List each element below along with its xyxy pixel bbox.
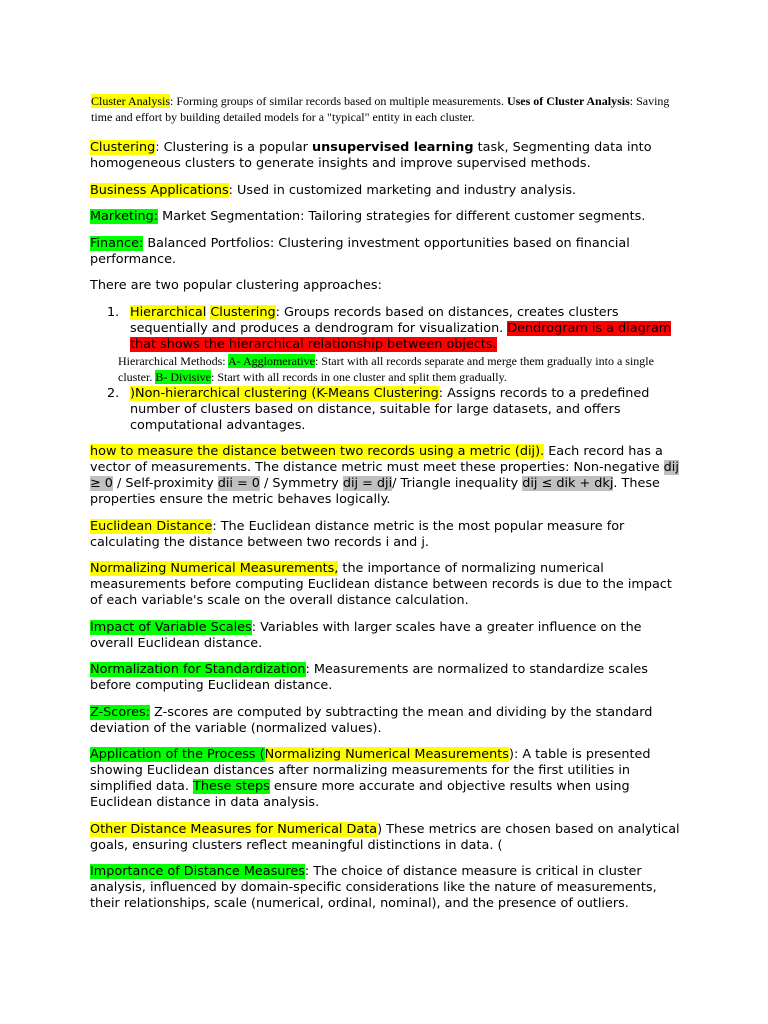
methods-label: Hierarchical Methods: (118, 353, 228, 368)
standardization-text: : Measurements are normalized to standardize scales before computing Euclidean distance. (90, 662, 648, 693)
agglomerative-text: : Start with all records separate and merge them gradually into a single cluster. (118, 353, 654, 384)
importance-text: : The choice of distance measure is critical in cluster analysis, influenced by domain-specific considerations like the nature of measurements, their relationships, scale (numerical, ordinal, nominal), and the presence of outliers. (90, 864, 657, 911)
approaches-list (90, 305, 685, 434)
property-self-proximity: dii = 0 (217, 476, 260, 491)
finance-text: Balanced Portfolios: Clustering investment opportunities based on financial performance. (90, 235, 630, 267)
zscores-paragraph (90, 705, 685, 737)
impact-text: : Variables with larger scales have a greater influence on the overall Euclidean distance. (90, 619, 642, 651)
divisive-text: : Start with all records in one cluster and split them gradually. (211, 370, 507, 384)
importance-paragraph (90, 864, 685, 912)
unsupervised-bold: unsupervised learning (312, 140, 474, 155)
divisive-term: B- Divisive (155, 370, 211, 384)
application-paragraph (90, 747, 685, 811)
clustering-term: Clustering (90, 140, 156, 155)
euclidean-paragraph (90, 519, 685, 551)
distance-text-5: . These properties ensure the metric behaves logically. (90, 476, 660, 507)
marketing-text: Market Segmentation: Tailoring strategies for different customer segments. (158, 209, 646, 224)
impact-term: Impact of Variable Scales (90, 619, 252, 635)
other-measures-paragraph (90, 822, 685, 854)
application-text: ): A table is presented showing Euclidean distances after normalizing measurements for the first utilities in simplified data. (90, 747, 651, 794)
property-triangle: dij ≤ dik + dkj (522, 476, 614, 491)
distance-text-2: / Self-proximity (112, 476, 218, 491)
normalizing-text: the importance of normalizing numerical measurements before computing Euclidean distance between records is due to the impact of each variable's scale on the overall distance calculation. (90, 561, 672, 608)
property-symmetry: dij = dji (342, 476, 393, 491)
finance-term: Finance: (90, 235, 144, 251)
application-text-end: ensure more accurate and objective results when using Euclidean distance in data analysis. (90, 779, 630, 810)
euclidean-text: : The Euclidean distance metric is the most popular measure for calculating the distance between two records i and j. (90, 518, 625, 550)
business-term: Business Applications (90, 182, 229, 198)
agglomerative-term: A- Agglomerative (227, 353, 315, 368)
distance-paragraph (90, 444, 685, 508)
approaches-intro: There are two popular clustering approaches: (90, 278, 382, 293)
other-measures-text: ) These metrics are chosen based on analytical goals, ensuring clusters reflect meaningful distinctions in data. ( (90, 821, 680, 853)
application-normalizing-term: Normalizing Numerical Measurements (264, 747, 509, 762)
hierarchical-methods (118, 353, 685, 386)
importance-term: Importance of Distance Measures (90, 864, 305, 879)
property-non-negative: dij ≥ 0 (90, 460, 679, 491)
standardization-term: Normalization for Standardization (90, 662, 306, 677)
distance-text-4: / Triangle inequality (392, 476, 523, 491)
marketing-term: Marketing: (90, 209, 159, 224)
other-measures-term: Other Distance Measures for Numerical Data (90, 821, 378, 837)
distance-text-3: / Symmetry (259, 476, 343, 491)
list-item (90, 305, 685, 353)
clustering-text: : Clustering is a popular (155, 140, 312, 155)
application-term: Application of the Process ( (90, 747, 265, 762)
zscores-term: Z-Scores: (90, 704, 150, 720)
euclidean-term: Euclidean Distance (90, 518, 213, 534)
these-steps-term: These steps (193, 779, 270, 794)
uses-label: Uses of Cluster Analysis (506, 94, 630, 108)
clustering-term-2: Clustering (210, 304, 276, 320)
hierarchical-term: Hierarchical (130, 304, 207, 320)
cluster-analysis-term: Cluster Analysis (91, 94, 171, 108)
document-body (90, 140, 685, 923)
cluster-analysis-definition: : Forming groups of similar records based on multiple measurements. (170, 94, 507, 108)
dendrogram-note: Dendrogram is a diagram that shows the hierarchical relationship between objects. (130, 320, 672, 352)
kmeans-term: )Non-hierarchical clustering (K-Means Clustering (130, 385, 439, 401)
distance-term: how to measure the distance between two records using a metric (dij). (90, 444, 545, 459)
kmeans-text: : Assigns records to a predefined number of clusters based on distance, suitable for large datasets, and offers computational advantages. (130, 385, 650, 433)
normalizing-paragraph (90, 561, 685, 609)
impact-paragraph (90, 620, 685, 652)
zscores-text: Z-scores are computed by subtracting the mean and dividing by the standard deviation of the variable (normalized values). (90, 704, 653, 736)
hierarchical-text: : Groups records based on distances, creates clusters sequentially and produces a dendrogram for visualization. (130, 304, 619, 336)
list-number: 2. (107, 385, 120, 401)
clustering-text-end: task, Segmenting data into homogeneous clusters to generate insights and improve supervised methods. (90, 140, 652, 171)
standardization-paragraph (90, 662, 685, 694)
uses-text: : Saving time and effort by building detailed models for a "typical" entity in each cluster. (91, 94, 670, 124)
marketing-paragraph (90, 209, 685, 225)
business-text: : Used in customized marketing and industry analysis. (228, 182, 577, 198)
normalizing-term: Normalizing Numerical Measurements, (90, 561, 339, 576)
clustering-paragraph (90, 140, 685, 172)
list-item (90, 386, 685, 434)
list-number: 1. (107, 304, 120, 320)
finance-paragraph (90, 236, 685, 268)
distance-text: Each record has a vector of measurements. The distance metric must meet these properties: Non-negative (90, 444, 664, 475)
intro-paragraph (91, 93, 676, 125)
business-paragraph (90, 183, 685, 199)
